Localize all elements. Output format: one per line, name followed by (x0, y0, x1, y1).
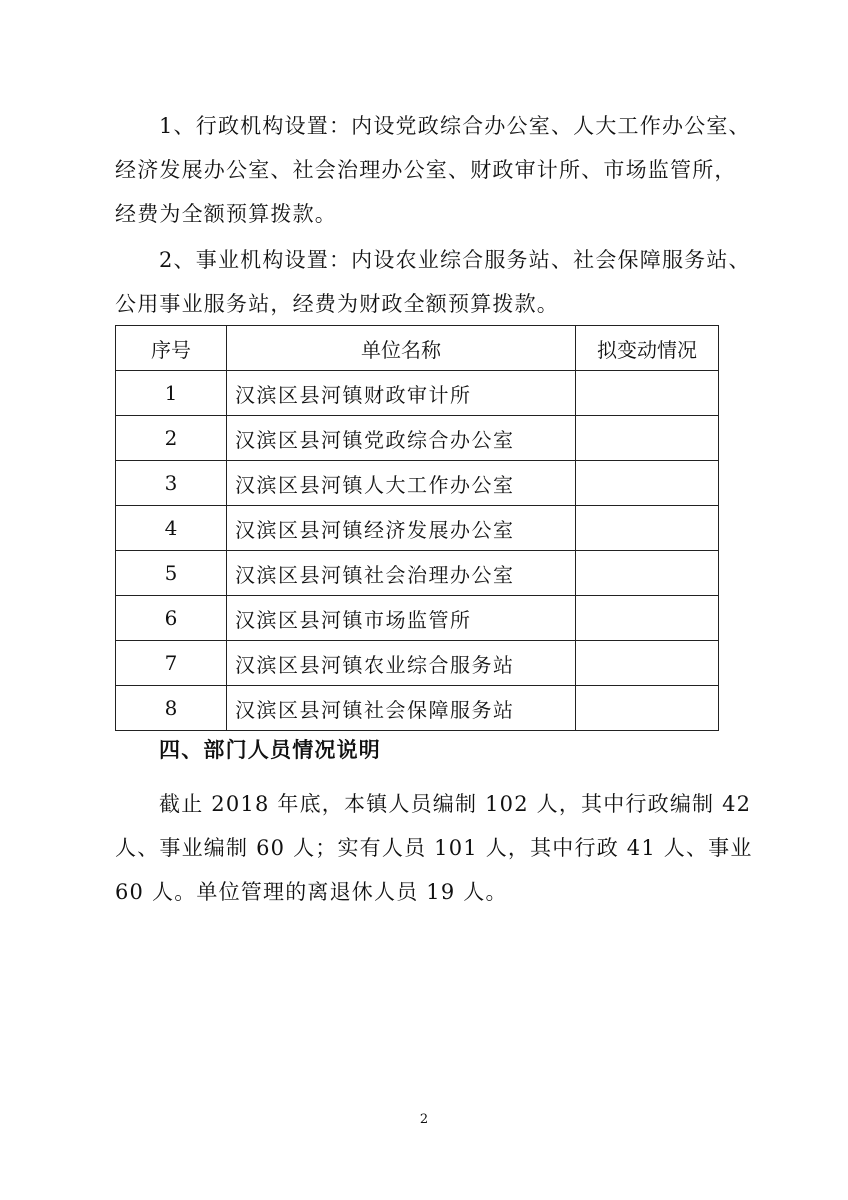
row-index: 7 (116, 641, 227, 686)
row-unit-name: 汉滨区县河镇人大工作办公室 (227, 461, 576, 506)
row-unit-name: 汉滨区县河镇经济发展办公室 (227, 506, 576, 551)
row-change (576, 596, 719, 641)
paragraph-admin-setup: 1、行政机构设置：内设党政综合办公室、人大工作办公室、经济发展办公室、社会治理办公室、财政审计所、市场监管所，经费为全额预算拨款。 (115, 114, 751, 226)
row-index: 4 (116, 506, 227, 551)
row-change (576, 506, 719, 551)
row-change (576, 461, 719, 506)
section-heading: 四、部门人员情况说明 (159, 738, 381, 762)
row-change (576, 551, 719, 596)
units-table (115, 325, 719, 731)
row-change (576, 416, 719, 461)
row-index: 2 (116, 416, 227, 461)
row-index: 3 (116, 461, 227, 506)
table-row (116, 416, 719, 461)
row-index: 8 (116, 686, 227, 731)
header-unit-name: 单位名称 (227, 326, 576, 371)
row-unit-name: 汉滨区县河镇党政综合办公室 (227, 416, 576, 461)
row-change (576, 371, 719, 416)
row-index: 1 (116, 371, 227, 416)
table-row (116, 551, 719, 596)
row-change (576, 686, 719, 731)
row-unit-name: 汉滨区县河镇市场监管所 (227, 596, 576, 641)
paragraph-public-setup: 2、事业机构设置：内设农业综合服务站、社会保障服务站、公用事业服务站，经费为财政全额预算拨款。 (115, 248, 751, 316)
table-row (116, 641, 719, 686)
row-change (576, 641, 719, 686)
row-unit-name: 汉滨区县河镇财政审计所 (227, 371, 576, 416)
table-row (116, 461, 719, 506)
header-index: 序号 (116, 326, 227, 371)
table-header-row (116, 326, 719, 371)
table-row (116, 371, 719, 416)
header-change-status: 拟变动情况 (576, 326, 719, 371)
table-row (116, 506, 719, 551)
paragraph-staffing: 截止 2018 年底，本镇人员编制 102 人，其中行政编制 42 人、事业编制 60 人；实有人员 101 人，其中行政 41 人、事业 60 人。单位管理的离退休人员 19 人。 (115, 792, 753, 904)
row-unit-name: 汉滨区县河镇农业综合服务站 (227, 641, 576, 686)
row-index: 6 (116, 596, 227, 641)
row-unit-name: 汉滨区县河镇社会保障服务站 (227, 686, 576, 731)
table-row (116, 596, 719, 641)
row-index: 5 (116, 551, 227, 596)
row-unit-name: 汉滨区县河镇社会治理办公室 (227, 551, 576, 596)
table-row (116, 686, 719, 731)
page-number: 2 (419, 1112, 429, 1127)
